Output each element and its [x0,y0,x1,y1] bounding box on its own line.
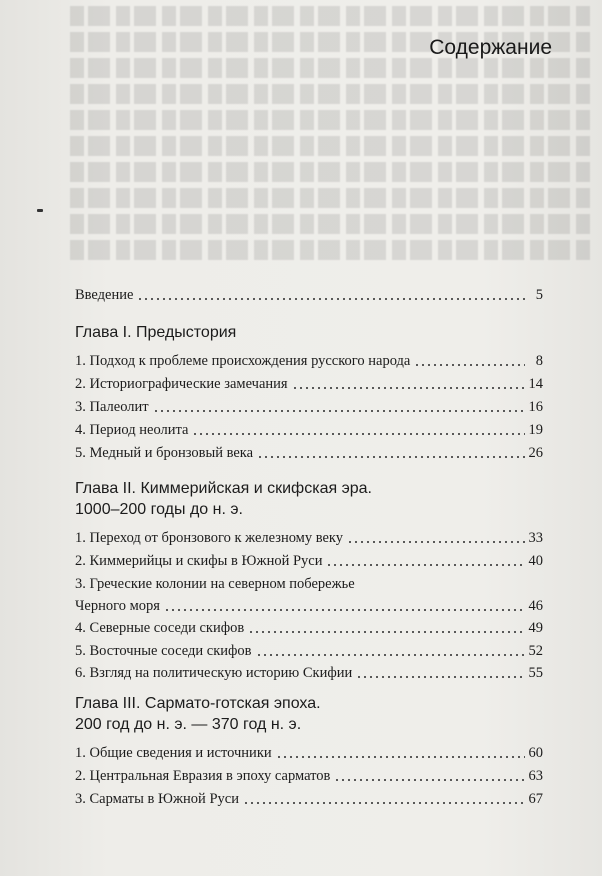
toc-entry-page: 5 [535,287,543,303]
toc-entry[interactable]: 3. Греческие колонии на северном побережье [75,576,355,592]
page-mark [37,209,43,212]
toc-entry[interactable]: 1. Общие сведения и источники 60 [75,745,543,761]
toc-entry-label: Введение [75,287,134,303]
toc-entry[interactable]: 4. Период неолита 19 [75,422,543,438]
chapter-heading-1: Глава I. Предыстория [75,324,237,341]
leader-dots [257,456,524,458]
toc-entry[interactable]: Черного моря 46 [75,598,543,614]
leader-dots [334,779,524,781]
toc-title: Содержание [429,36,552,59]
leader-dots [243,802,525,804]
toc-entry[interactable]: 3. Палеолит 16 [75,399,543,415]
leader-dots [137,298,525,300]
chapter-heading-3: Глава III. Сармато-готская эпоха. 200 год до н. э. — 370 год н. э. [75,695,321,733]
leader-dots [248,631,524,633]
toc-entry[interactable]: 5. Медный и бронзовый века 26 [75,445,543,461]
leader-dots [276,756,525,758]
toc-entry[interactable]: 3. Сарматы в Южной Руси 67 [75,791,543,807]
leader-dots [164,609,525,611]
toc-entry[interactable]: 2. Центральная Евразия в эпоху сарматов 63 [75,768,543,784]
leader-dots [414,364,525,366]
toc-entry[interactable]: 5. Восточные соседи скифов 52 [75,643,543,659]
leader-dots [356,676,524,678]
toc-entry[interactable]: 1. Подход к проблеме происхождения русского народа 8 [75,353,543,369]
leader-dots [192,433,524,435]
leader-dots [347,541,524,543]
leader-dots [153,410,525,412]
toc-entry-intro[interactable] [75,284,543,304]
leader-dots [292,387,525,389]
chapter-heading-2: Глава II. Киммерийская и скифская эра. 1000–200 годы до н. э. [75,480,372,518]
leader-dots [256,654,525,656]
toc-entry[interactable]: 2. Киммерийцы и скифы в Южной Руси 40 [75,553,543,569]
toc-entry[interactable]: 1. Переход от бронзового к железному веку 33 [75,530,543,546]
toc-entry[interactable]: 6. Взгляд на политическую историю Скифии 55 [75,665,543,681]
toc-entry[interactable]: 4. Северные соседи скифов 49 [75,620,543,636]
leader-dots [326,564,524,566]
toc-entry[interactable]: 2. Историографические замечания 14 [75,376,543,392]
